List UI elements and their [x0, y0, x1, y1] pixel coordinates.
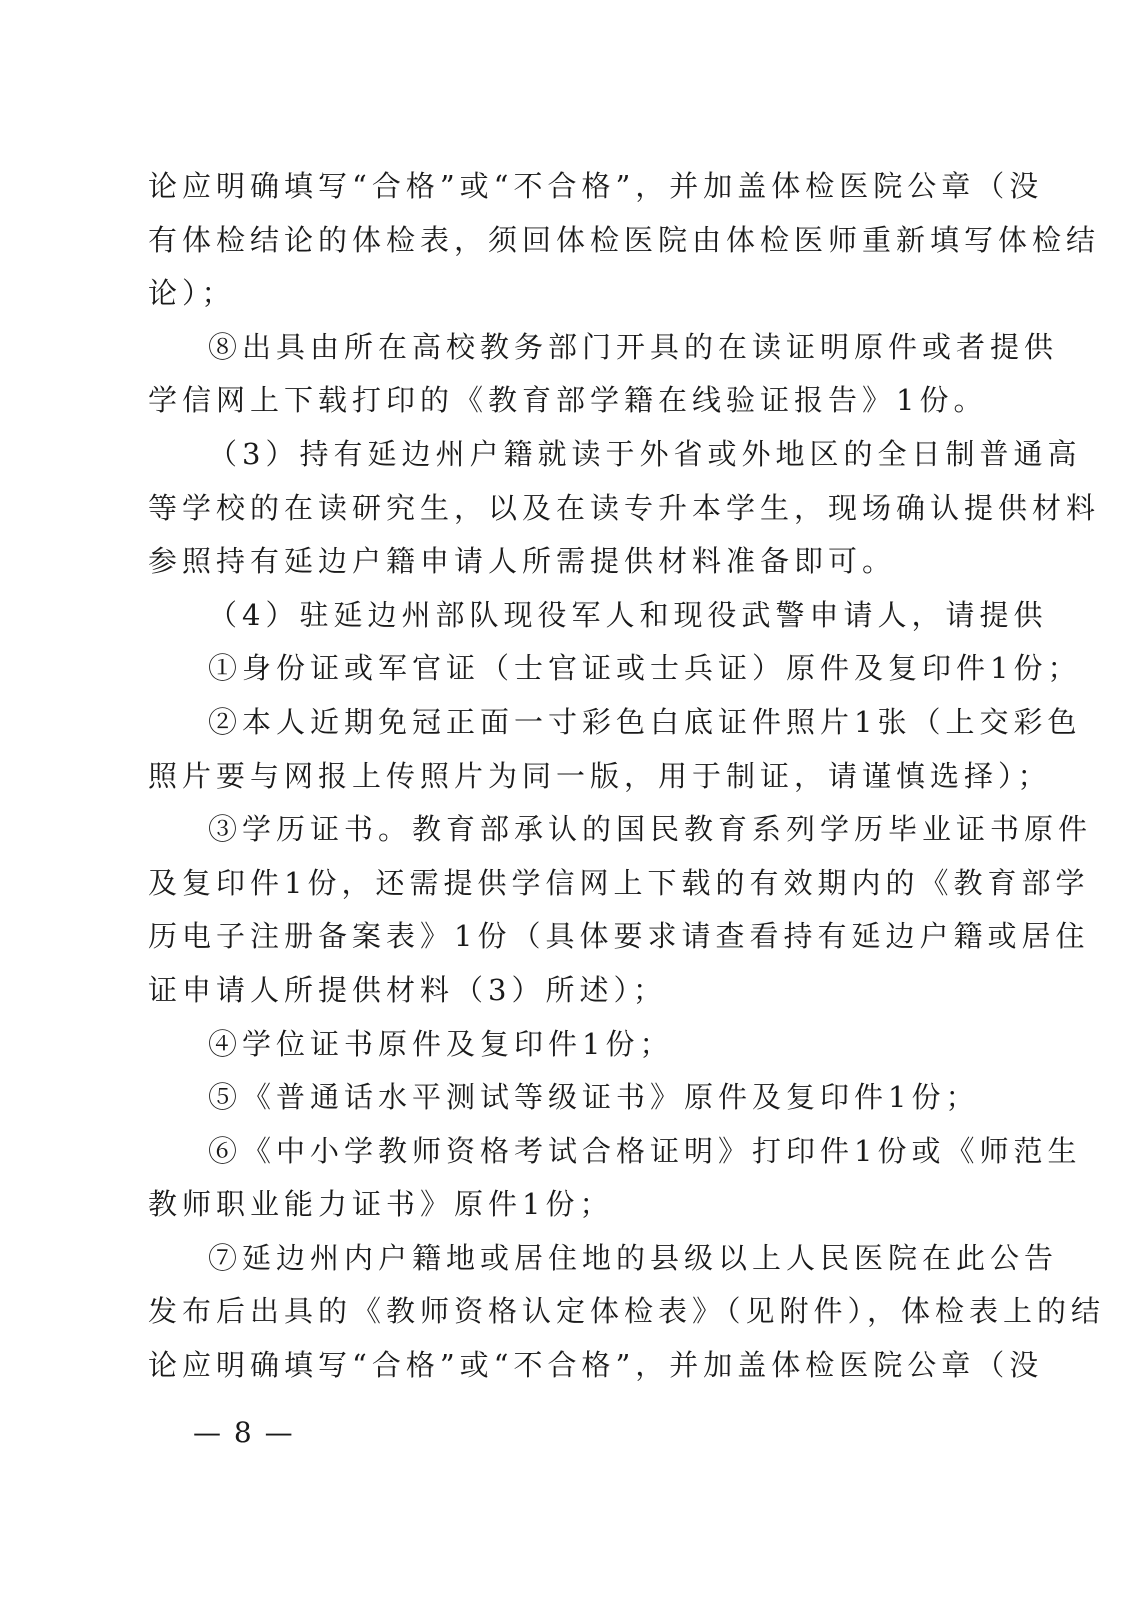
text-line: 照片要与网报上传照片为同一版，用于制证，请谨慎选择）； — [148, 758, 1052, 793]
text-line: （4）驻延边州部队现役军人和现役武警申请人，请提供 — [208, 597, 1048, 632]
text-line: 参照持有延边户籍申请人所需提供材料准备即可。 — [148, 544, 897, 579]
text-line: ③学历证书。教育部承认的国民教育系列学历毕业证书原件 — [208, 812, 1093, 847]
text-line: ⑧出具由所在高校教务部门开具的在读证明原件或者提供 — [208, 329, 1059, 364]
body-text — [148, 160, 1106, 1393]
text-line: 有体检结论的体检表，须回体检医院由体检医师重新填写体检结 — [148, 222, 1101, 257]
text-line: ⑤《普通话水平测试等级证书》原件及复印件1份； — [208, 1080, 980, 1115]
text-line: ①身份证或军官证（士官证或士兵证）原件及复印件1份； — [208, 651, 1082, 686]
page-number: — 8 — — [193, 1416, 295, 1449]
text-line: （3）持有延边州户籍就读于外省或外地区的全日制普通高 — [208, 436, 1082, 471]
text-line: 等学校的在读研究生，以及在读专升本学生，现场确认提供材料 — [148, 490, 1101, 525]
text-line: 及复印件1份，还需提供学信网上下载的有效期内的《教育部学 — [148, 865, 1090, 900]
text-line: 发布后出具的《教师资格认定体检表》（见附件），体检表上的结 — [148, 1294, 1106, 1329]
text-line: 历电子注册备案表》1份（具体要求请查看持有延边户籍或居住 — [148, 919, 1090, 954]
text-line: 论应明确填写“合格”或“不合格”，并加盖体检医院公章（没 — [148, 169, 1044, 203]
text-line: 教师职业能力证书》原件1份； — [148, 1187, 614, 1222]
text-line: ④学位证书原件及复印件1份； — [208, 1026, 674, 1061]
text-line: 证申请人所提供材料（3）所述）； — [148, 972, 667, 1007]
text-line: 学信网上下载打印的《教育部学籍在线验证报告》1份。 — [148, 383, 988, 418]
text-line: ⑦延边州内户籍地或居住地的县级以上人民医院在此公告 — [208, 1240, 1059, 1275]
text-line: ⑥《中小学教师资格考试合格证明》打印件1份或《师范生 — [208, 1133, 1082, 1168]
text-line: 论应明确填写“合格”或“不合格”，并加盖体检医院公章（没 — [148, 1348, 1044, 1383]
text-line: ②本人近期免冠正面一寸彩色白底证件照片1张（上交彩色 — [208, 704, 1082, 739]
text-line: 论）； — [148, 276, 236, 311]
